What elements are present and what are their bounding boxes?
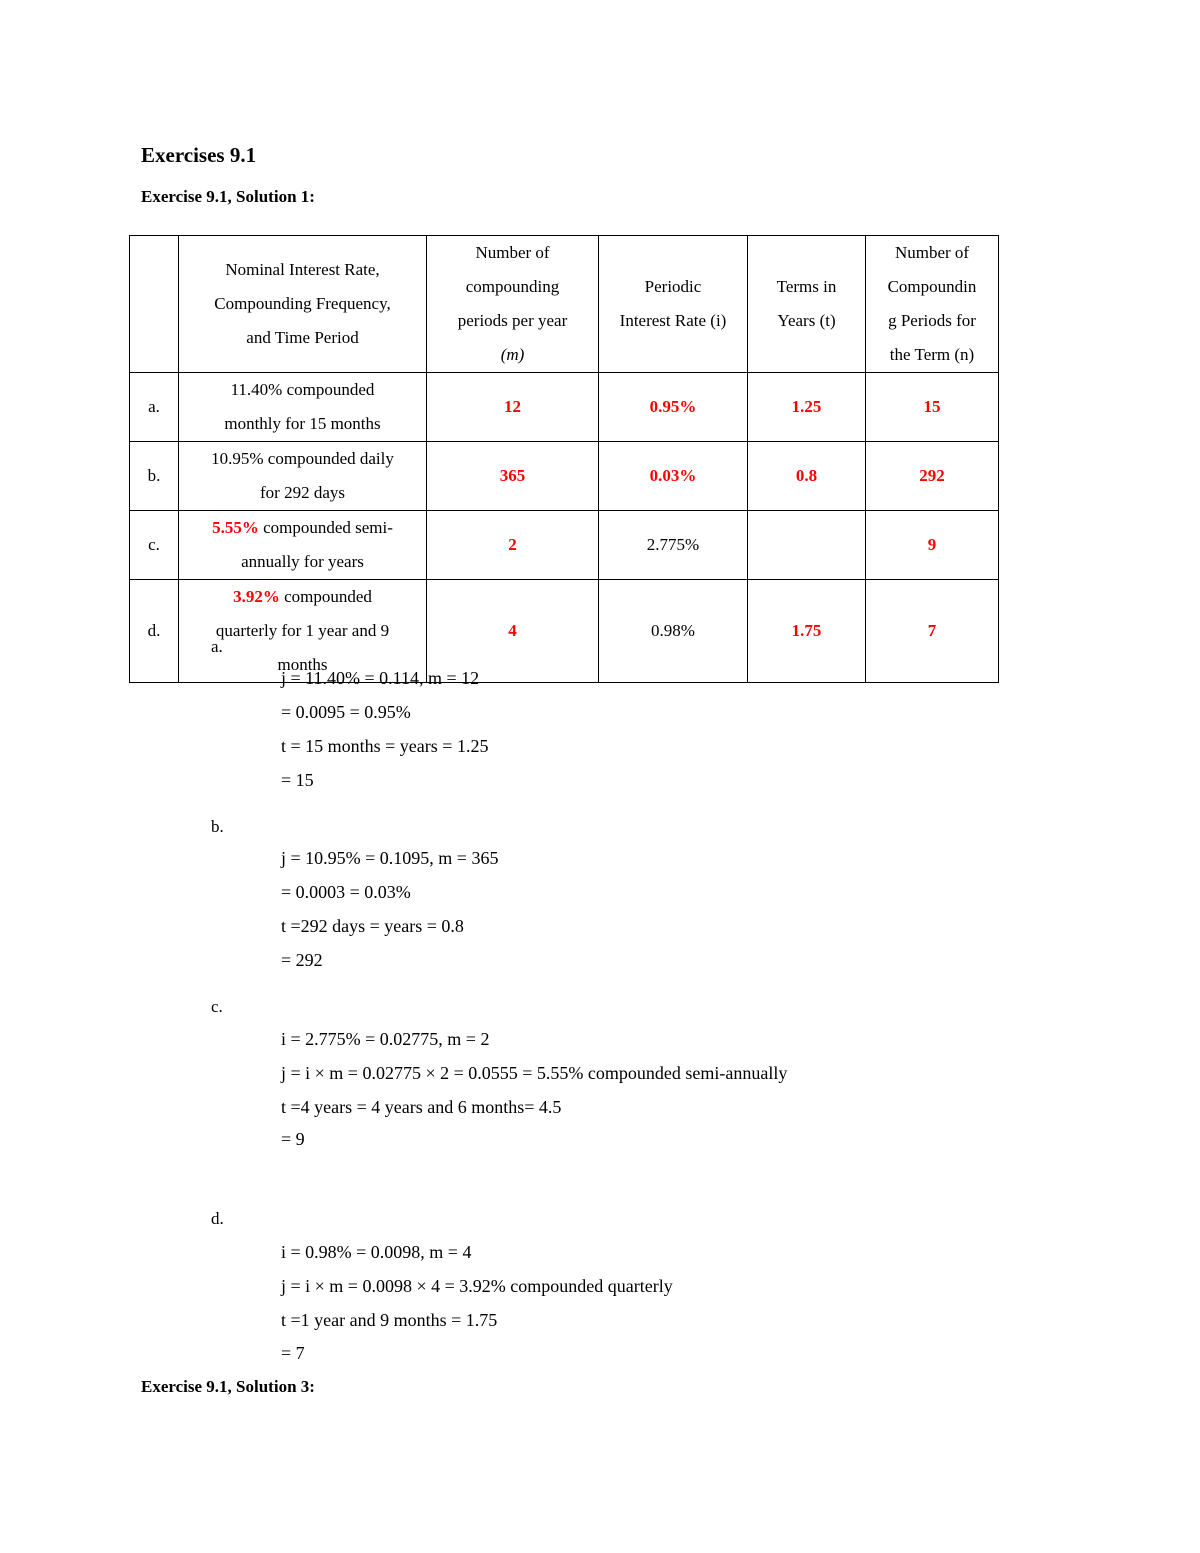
- cell-i: 2.775%: [599, 511, 748, 580]
- solution-letter-c: c.: [211, 997, 223, 1016]
- row-description: 5.55% compounded semi- annually for years: [179, 511, 427, 580]
- cell-t: 0.8: [748, 442, 866, 511]
- solution1-heading: Exercise 9.1, Solution 1:: [141, 187, 315, 206]
- row-description: 10.95% compounded daily for 292 days: [179, 442, 427, 511]
- header-m: Number of compounding periods per year (m): [427, 236, 599, 373]
- solution-c-line-2: j = i × m = 0.02775 × 2 = 0.0555 = 5.55% compounded semi-annually: [281, 1063, 788, 1083]
- solution-d-line-2: j = i × m = 0.0098 × 4 = 3.92% compounded quarterly: [281, 1276, 673, 1296]
- header-nominal: Nominal Interest Rate, Compounding Frequency, and Time Period: [179, 236, 427, 373]
- solution-c-line-4: = 9: [281, 1129, 305, 1149]
- header-t: Terms in Years (t): [748, 236, 866, 373]
- header-i: Periodic Interest Rate (i): [599, 236, 748, 373]
- row-label: d.: [130, 580, 179, 683]
- solution-a-line-4: = 15: [281, 770, 314, 790]
- cell-t: 1.75: [748, 580, 866, 683]
- solution-d-line-1: i = 0.98% = 0.0098, m = 4: [281, 1242, 472, 1262]
- solution-b-line-1: j = 10.95% = 0.1095, m = 365: [281, 848, 499, 868]
- row-description: 11.40% compounded monthly for 15 months: [179, 373, 427, 442]
- header-n: Number of Compoundin g Periods for the Term (n): [866, 236, 999, 373]
- row-label: b.: [130, 442, 179, 511]
- solution-letter-a: a.: [211, 637, 223, 656]
- header-blank: [130, 236, 179, 373]
- row-description: 3.92% compounded quarterly for 1 year and 9 months: [179, 580, 427, 683]
- solution-letter-d: d.: [211, 1209, 224, 1228]
- row-label: a.: [130, 373, 179, 442]
- table-row: [130, 373, 999, 442]
- cell-m: 4: [427, 580, 599, 683]
- cell-i: 0.98%: [599, 580, 748, 683]
- solution-c-line-3: t =4 years = 4 years and 6 months= 4.5: [281, 1097, 562, 1117]
- solution-a-line-1: j = 11.40% = 0.114, m = 12: [281, 668, 480, 688]
- cell-n: 292: [866, 442, 999, 511]
- solution-a-line-2: = 0.0095 = 0.95%: [281, 702, 411, 722]
- solution-c-line-1: i = 2.775% = 0.02775, m = 2: [281, 1029, 490, 1049]
- cell-t: [748, 511, 866, 580]
- cell-m: 365: [427, 442, 599, 511]
- solution-a-line-3: t = 15 months = years = 1.25: [281, 736, 489, 756]
- table-row: [130, 442, 999, 511]
- cell-n: 15: [866, 373, 999, 442]
- solution-d-line-4: = 7: [281, 1343, 305, 1363]
- cell-n: 7: [866, 580, 999, 683]
- cell-n: 9: [866, 511, 999, 580]
- row-label: c.: [130, 511, 179, 580]
- page-title: Exercises 9.1: [141, 143, 257, 167]
- table-header-row: [130, 236, 999, 373]
- cell-i: 0.03%: [599, 442, 748, 511]
- solution3-heading: Exercise 9.1, Solution 3:: [141, 1377, 315, 1396]
- cell-m: 2: [427, 511, 599, 580]
- cell-m: 12: [427, 373, 599, 442]
- solution-b-line-3: t =292 days = years = 0.8: [281, 916, 464, 936]
- cell-t: 1.25: [748, 373, 866, 442]
- solution-table: [129, 235, 999, 683]
- cell-i: 0.95%: [599, 373, 748, 442]
- solution-d-line-3: t =1 year and 9 months = 1.75: [281, 1310, 498, 1330]
- solution-letter-b: b.: [211, 817, 224, 836]
- solution-b-line-4: = 292: [281, 950, 323, 970]
- table-row: [130, 511, 999, 580]
- solution-b-line-2: = 0.0003 = 0.03%: [281, 882, 411, 902]
- table-row: [130, 580, 999, 683]
